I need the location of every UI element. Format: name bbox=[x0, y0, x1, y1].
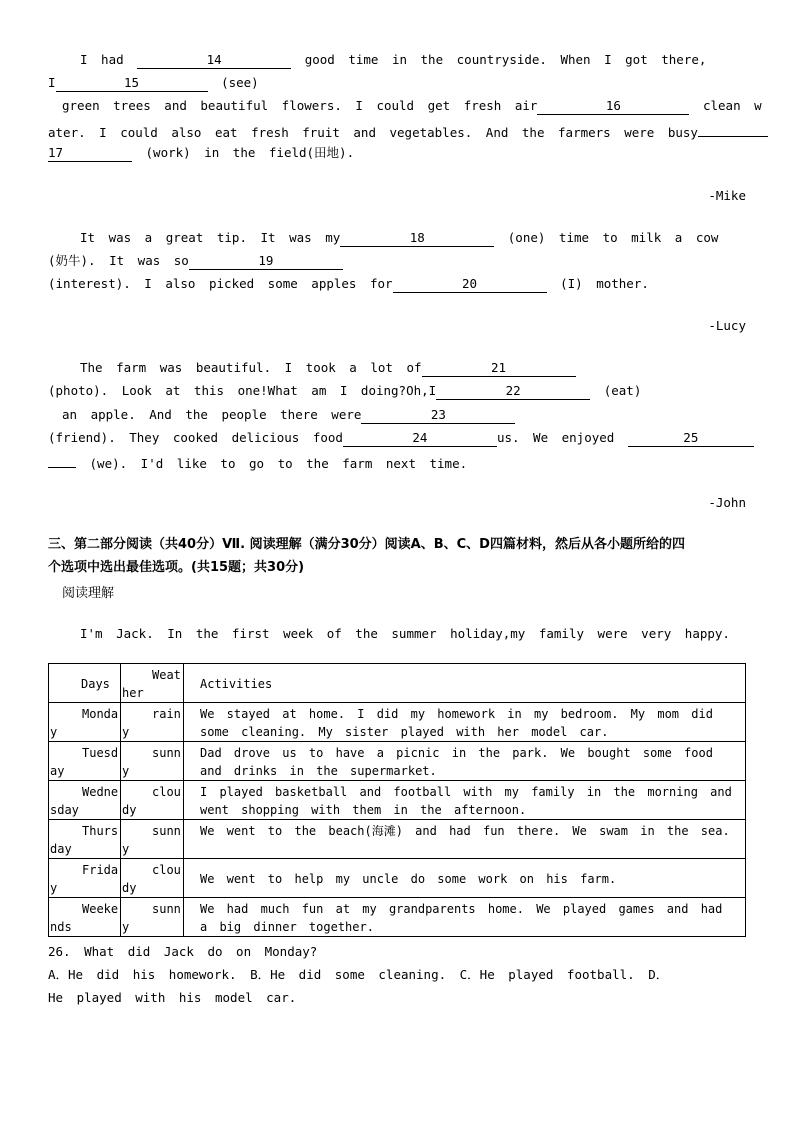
question-26-stem: 26. What did Jack do on Monday? bbox=[48, 944, 318, 959]
question-26-options-line1: A．He did his homework. B．He did some cleaning. C．He played football. D． bbox=[48, 967, 669, 982]
activities-table bbox=[48, 663, 746, 937]
signature-mike: -Mike bbox=[708, 188, 746, 203]
passage3-line2: (photo). Look at this one!What am I doing?Oh,I 22 (eat) bbox=[48, 383, 642, 398]
passage3-line4: (friend). They cooked delicious food 24 us. We enjoyed 25 bbox=[48, 428, 746, 448]
section-heading-line1: 三、第二部分阅读（共40分）Ⅶ. 阅读理解（满分30分）阅读A、B、C、D四篇材料，然后从各小题所给的四 bbox=[48, 537, 685, 552]
blank-24[interactable]: 24 bbox=[343, 430, 497, 447]
table-row: Frida y clou dy We went to help my uncle do some work on his farm. bbox=[49, 859, 746, 898]
blank-17[interactable]: 17 bbox=[48, 145, 132, 162]
reading-subhead: 阅读理解 bbox=[62, 586, 115, 601]
passage3-line5: (we). I'd like to go to the farm next time. bbox=[48, 451, 746, 471]
section-heading-line2: 个选项中选出最佳选项。(共15题；共30分) bbox=[48, 560, 305, 575]
blank-18[interactable]: 18 bbox=[340, 230, 494, 247]
table-row: Thurs day sunn y We went to the beach(海滩) and had fun there. We swam in the sea. bbox=[49, 820, 746, 859]
passage1-line4: ater. I could also eat fresh fruit and vegetables. And the farmers were busy bbox=[48, 120, 746, 140]
blank-23[interactable]: 23 bbox=[361, 407, 515, 424]
table-row: Wedne sday clou dy I played basketball and football with my family in the morning and went shopping with them in the afternoon. bbox=[49, 781, 746, 820]
blank-22[interactable]: 22 bbox=[436, 383, 590, 400]
table-row: Tuesd ay sunn y Dad drove us to have a picnic in the park. We bought some food and drinks in the supermarket. bbox=[49, 742, 746, 781]
passage1-line1: I had 14 good time in the countryside. When I got there, bbox=[80, 52, 707, 67]
blank-15[interactable]: 15 bbox=[56, 75, 208, 92]
passage1-line3: green trees and beautiful flowers. I could get fresh air 16 clean w bbox=[62, 98, 762, 113]
signature-john: -John bbox=[708, 495, 746, 510]
header-activities: Activities bbox=[184, 664, 746, 703]
blank-16[interactable]: 16 bbox=[537, 98, 689, 115]
blank-19[interactable]: 19 bbox=[189, 253, 343, 270]
blank-20[interactable]: 20 bbox=[393, 276, 547, 293]
passage-intro: I'm Jack. In the first week of the summer holiday,my family were very happy. bbox=[80, 626, 730, 641]
header-weather: Weat her bbox=[121, 664, 184, 703]
section-heading bbox=[48, 533, 748, 579]
table-header-row bbox=[49, 664, 746, 703]
blank-21[interactable]: 21 bbox=[422, 360, 576, 377]
signature-lucy: -Lucy bbox=[708, 318, 746, 333]
table-row: Weeke nds sunn y We had much fun at my grandparents home. We played games and had a big dinner together. bbox=[49, 898, 746, 937]
passage3-line3: an apple. And the people there were 23 bbox=[62, 405, 746, 425]
passage1-line5: 17 (work) in the field(田地). bbox=[48, 145, 355, 160]
passage3-line1: The farm was beautiful. I took a lot of 21 bbox=[48, 358, 778, 378]
passage1-line2: I 15 (see) bbox=[48, 75, 259, 90]
blank-17-lead[interactable] bbox=[698, 120, 768, 137]
blank-25-tail[interactable] bbox=[48, 451, 76, 468]
blank-25[interactable]: 25 bbox=[628, 430, 754, 447]
table-row: Monda y rain y We stayed at home. I did my homework in my bedroom. My mom did some cleaning. My sister played with her model car. bbox=[49, 703, 746, 742]
header-days: Days bbox=[49, 664, 121, 703]
blank-14[interactable]: 14 bbox=[137, 52, 291, 69]
passage2-line1: It was a great tip. It was my 18 (one) time to milk a cow bbox=[80, 230, 719, 245]
passage2-line3: (interest). I also picked some apples for 20 (I) mother. bbox=[48, 276, 649, 291]
passage2-line2: (奶牛). It was so 19 bbox=[48, 251, 746, 271]
question-26-options-line2: He played with his model car. bbox=[48, 990, 297, 1005]
